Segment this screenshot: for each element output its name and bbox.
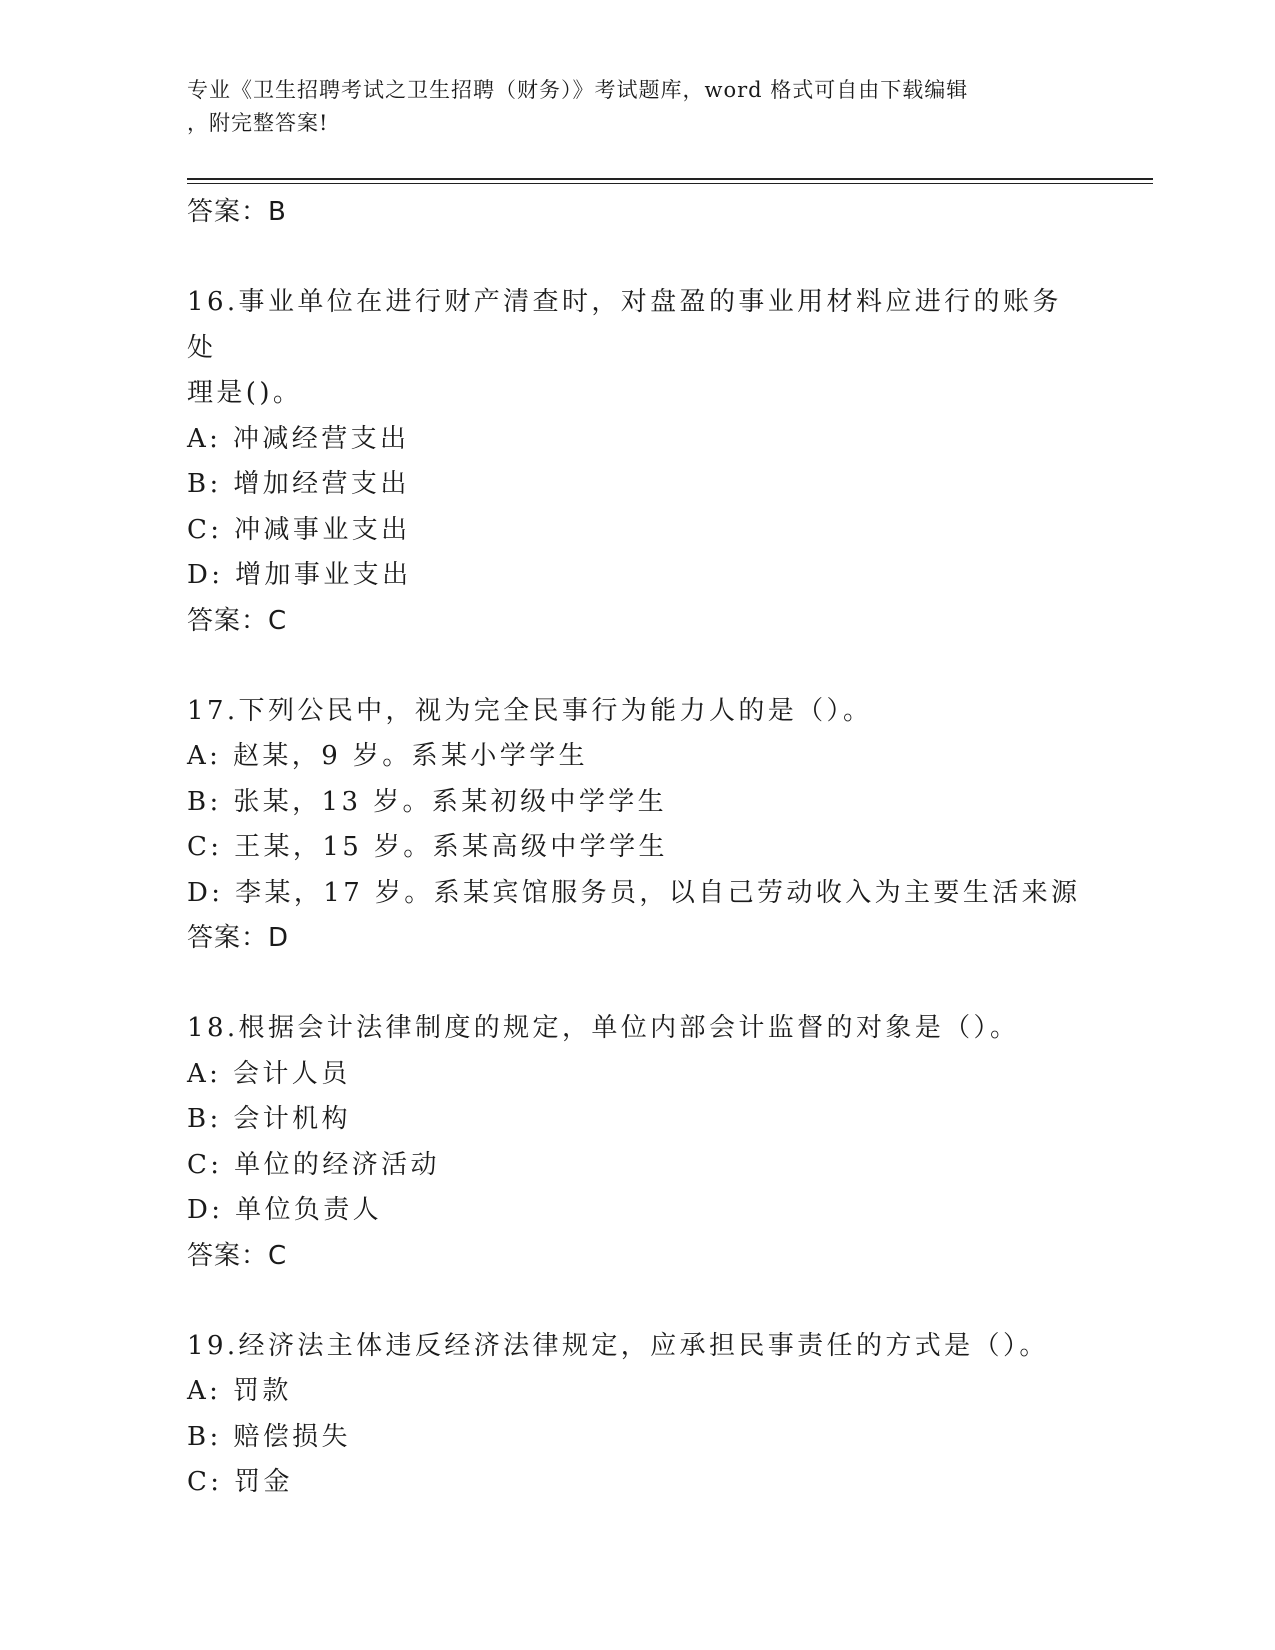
option-b: B: 赔偿损失: [187, 1421, 351, 1452]
header-divider-thin: [187, 183, 1153, 184]
question-text: 19.经济法主体违反经济法律规定，应承担民事责任的方式是（）。: [187, 1330, 1049, 1361]
header-line-2: ，附完整答案!: [187, 111, 329, 135]
option-a: A: 会计人员: [187, 1058, 351, 1089]
option-a: A: 罚款: [187, 1376, 292, 1406]
question-19: [187, 1324, 1087, 1506]
option-b: B: 会计机构: [187, 1104, 351, 1134]
option-c: C: 王某，15 岁。系某高级中学学生: [187, 832, 668, 862]
document-header: [187, 74, 1067, 140]
document-body: [187, 190, 1087, 1506]
option-c: C: 单位的经济活动: [187, 1149, 440, 1180]
option-d: D: 李某，17 岁。系某宾馆服务员，以自己劳动收入为主要生活来源: [187, 877, 1081, 908]
answer-label: 答案：C: [187, 1240, 288, 1271]
option-c: C: 冲减事业支出: [187, 514, 411, 545]
option-d: D: 单位负责人: [187, 1195, 383, 1225]
option-a: A: 冲减经营支出: [187, 423, 410, 454]
question-text-line: 16.事业单位在进行财产清查时，对盘盈的事业用材料应进行的账务处: [187, 287, 1062, 363]
question-16: [187, 280, 1087, 643]
question-text: [187, 280, 1087, 417]
question-text-line: 理是()。: [187, 378, 303, 408]
option-b: B: 张某，13 岁。系某初级中学学生: [187, 786, 668, 817]
option-a: A: 赵某，9 岁。系某小学学生: [187, 741, 589, 771]
answer-label: 答案：D: [187, 923, 290, 953]
question-17: [187, 689, 1087, 961]
option-c: C: 罚金: [187, 1467, 293, 1497]
header-line-1: 专业《卫生招聘考试之卫生招聘（财务）》考试题库，word 格式可自由下载编辑: [187, 78, 969, 102]
option-d: D: 增加事业支出: [187, 560, 412, 590]
question-text: 17.下列公民中，视为完全民事行为能力人的是（）。: [187, 695, 873, 726]
header-divider: [187, 178, 1153, 180]
answer-label: 答案：B: [187, 197, 287, 227]
option-b: B: 增加经营支出: [187, 469, 410, 499]
answer-label: 答案：C: [187, 605, 288, 636]
question-text: 18.根据会计法律制度的规定，单位内部会计监督的对象是（）。: [187, 1013, 1020, 1043]
question-18: [187, 1006, 1087, 1278]
